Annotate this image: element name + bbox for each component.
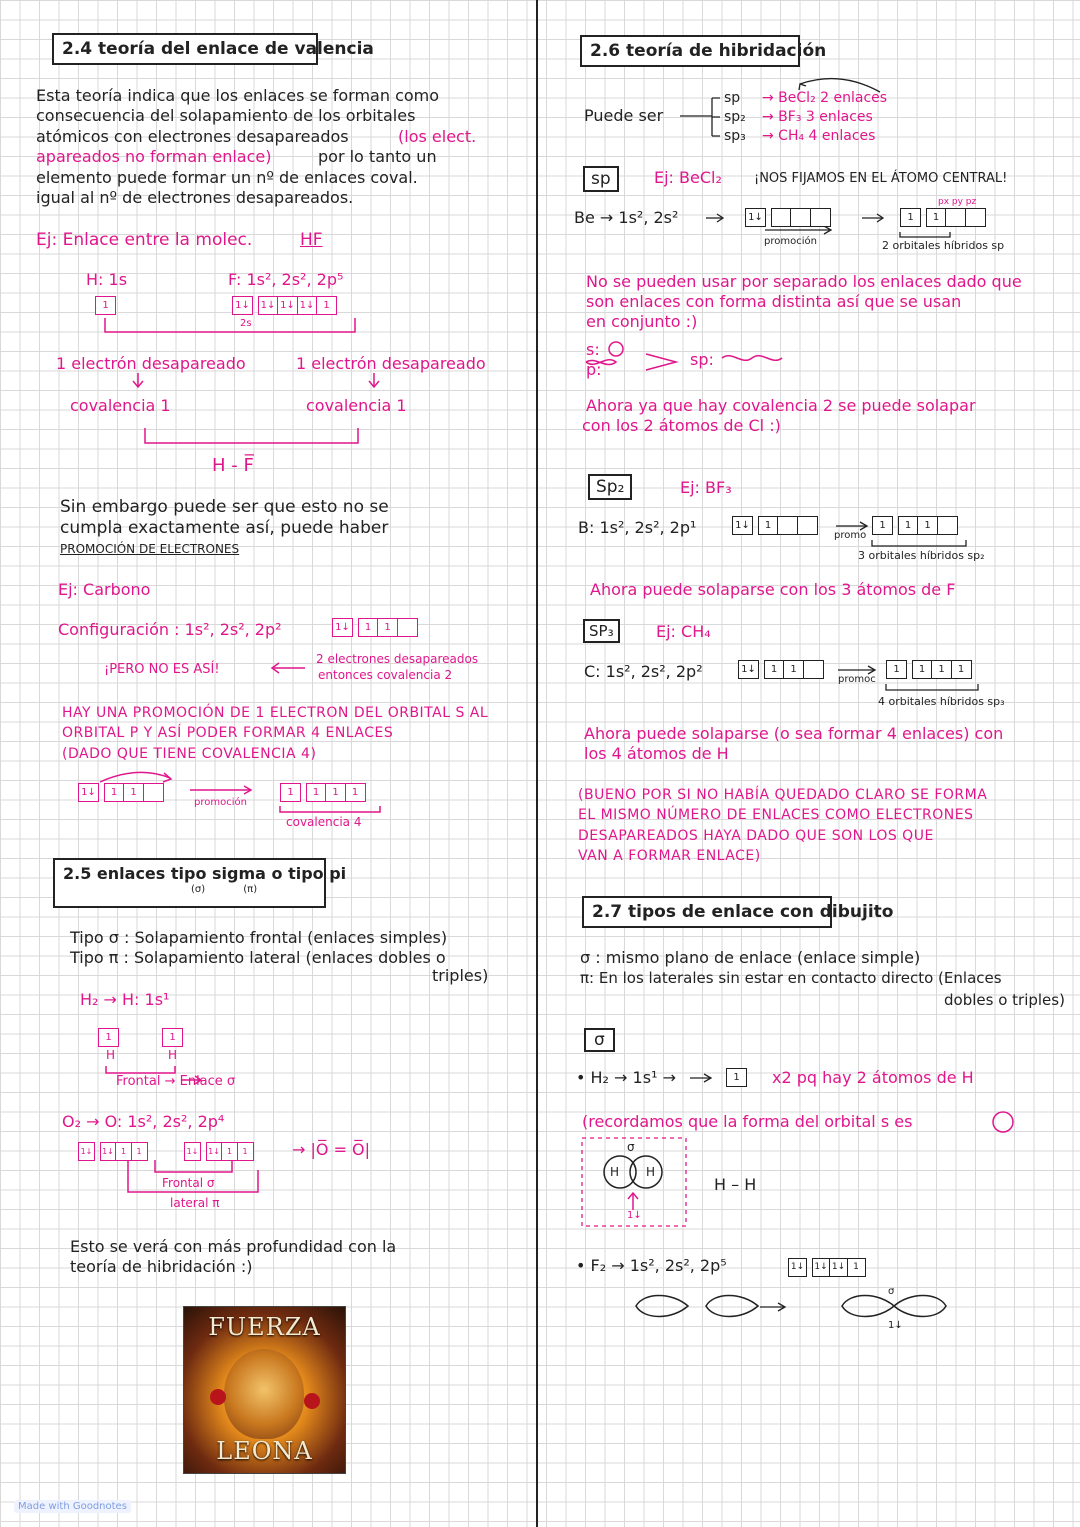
be-boxes-before: 1↓ bbox=[745, 208, 829, 227]
f2-line: • F₂ → 1s², 2s², 2p⁵ bbox=[576, 1256, 727, 1275]
c-config: Configuración : 1s², 2s², 2p² bbox=[58, 620, 282, 639]
h-label-b: H bbox=[168, 1048, 178, 1062]
sp2-box: Sp₂ bbox=[588, 474, 632, 500]
hf-bond: H - F̅ bbox=[212, 455, 254, 476]
b-promo: promo bbox=[834, 530, 867, 541]
ej-ch4: Ej: CH₄ bbox=[656, 622, 711, 641]
goodnotes-watermark: Made with Goodnotes bbox=[14, 1500, 131, 1513]
ahora-h-2: los 4 átomos de H bbox=[584, 744, 729, 763]
unpaired-2: 1 electrón desapareado bbox=[296, 354, 486, 373]
three-hybrid: 3 orbitales híbridos sp₂ bbox=[858, 549, 985, 562]
frontal-sigma-o2: Frontal σ bbox=[162, 1176, 215, 1190]
px-py-pz: px py pz bbox=[938, 197, 977, 207]
fijamos-note: ¡NOS FIJAMOS EN EL ÁTOMO CENTRAL! bbox=[754, 171, 1008, 186]
h2-box-a: 1 bbox=[98, 1028, 118, 1047]
c-promoc: promoc bbox=[838, 674, 876, 685]
hf-label: HF bbox=[300, 230, 323, 250]
sp3-box: SP₃ bbox=[583, 619, 620, 643]
c-before-boxes: 1↓ 1 1 bbox=[78, 783, 162, 802]
bueno-line-4: VAN A FORMAR ENLACE) bbox=[578, 848, 761, 864]
be-boxes-after: 1 1 bbox=[900, 208, 984, 227]
two-s-label: 2s bbox=[240, 318, 252, 329]
b-boxes-after: 1 1 1 bbox=[872, 516, 956, 535]
f2-electrons: 1↓ bbox=[888, 1320, 903, 1331]
hyb-sp2: sp₂ bbox=[724, 109, 746, 125]
h-h-bond: H – H bbox=[714, 1175, 757, 1194]
b-boxes-before: 1↓ 1 bbox=[732, 516, 816, 535]
h-atom-a: H bbox=[610, 1165, 620, 1179]
pi-def-2: dobles o triples) bbox=[944, 991, 1065, 1009]
f2-boxes: 1↓ 1↓ 1↓ 1 bbox=[788, 1258, 864, 1277]
h2-box-b: 1 bbox=[162, 1028, 182, 1047]
promo-title: PROMOCIÓN DE ELECTRONES bbox=[60, 542, 240, 556]
bueno-line-1: (BUENO POR SI NO HABÍA QUEDADO CLARO SE FORMA bbox=[578, 787, 988, 803]
ahora-h-1: Ahora puede solaparse (o sea formar 4 enlaces) con bbox=[584, 724, 1004, 743]
hay-line-1: HAY UNA PROMOCIÓN DE 1 ELECTRON DEL ORBITAL S AL bbox=[62, 705, 489, 721]
sigma-def: σ : mismo plano de enlace (enlace simple) bbox=[580, 948, 921, 967]
o2-boxes-a: 1↓ 1↓ 1 1 bbox=[78, 1142, 146, 1161]
covalence-4: covalencia 4 bbox=[286, 815, 362, 829]
overlap-electrons: 1↓ bbox=[627, 1210, 642, 1221]
poster-title-bottom: LEONA bbox=[216, 1437, 313, 1465]
p-shape-label: p: bbox=[586, 360, 602, 379]
no-line-2: son enlaces con forma distinta así que se usan bbox=[586, 292, 962, 311]
tipo-pi-2: triples) bbox=[432, 966, 489, 985]
ahora-line-1: Ahora ya que hay covalencia 2 se puede solapar bbox=[586, 396, 976, 415]
c-boxes-after-right: 1 1 1 1 bbox=[886, 660, 970, 679]
hyb-sp2-result: → BF₃ 3 enlaces bbox=[762, 109, 873, 125]
h2-line: • H₂ → 1s¹ → bbox=[576, 1068, 676, 1087]
hay-line-3: (DADO QUE TIENE COVALENCIA 4) bbox=[62, 746, 317, 762]
f2-sigma-label: σ bbox=[888, 1286, 895, 1297]
b-config: B: 1s², 2s², 2p¹ bbox=[578, 518, 697, 537]
sigma-box: σ bbox=[584, 1028, 615, 1052]
be-config: Be → 1s², 2s² bbox=[574, 208, 679, 227]
poster-title-top: FUERZA bbox=[208, 1313, 321, 1341]
para-line-1: Esta teoría indica que los enlaces se forman como bbox=[36, 86, 440, 105]
covalence-h: covalencia 1 bbox=[70, 396, 171, 415]
no-line-3: en conjunto :) bbox=[586, 312, 698, 331]
be-promotion: promoción bbox=[764, 236, 817, 247]
o2-config: O₂ → O: 1s², 2s², 2p⁴ bbox=[62, 1112, 225, 1131]
para-line-4b: por lo tanto un bbox=[318, 147, 437, 166]
vera-line-2: teoría de hibridación :) bbox=[70, 1257, 253, 1276]
f-orbital-boxes: 1↓ 1↓ 1↓ 1↓ 1 bbox=[232, 296, 336, 315]
tipo-sigma: Tipo σ : Solapamiento frontal (enlaces simples) bbox=[70, 928, 448, 947]
para-line-6: igual al nº de electrones desapareados. bbox=[36, 188, 354, 207]
but-line-2: cumpla exactamente así, puede haber bbox=[60, 518, 389, 538]
h-label-a: H bbox=[106, 1048, 116, 1062]
title-2-6: 2.6 teoría de hibridación bbox=[580, 35, 800, 67]
ej-becl2: Ej: BeCl₂ bbox=[654, 168, 722, 187]
ej-carbon: Ej: Carbono bbox=[58, 580, 151, 599]
para-line-5: elemento puede formar un nº de enlaces coval. bbox=[36, 168, 418, 187]
frontal-sigma: Frontal → Enlace σ bbox=[116, 1074, 236, 1089]
two-unpaired-1: 2 electrones desapareados bbox=[316, 652, 479, 666]
no-line-1: No se pueden usar por separado los enlaces dado que bbox=[586, 272, 1022, 291]
h-atom-b: H bbox=[646, 1165, 656, 1179]
promotion-label: promoción bbox=[194, 797, 247, 808]
c-boxes-before-right: 1↓ 1 1 bbox=[738, 660, 822, 679]
para-line-3: atómicos con electrones desapareados bbox=[36, 127, 349, 146]
ej-bf3: Ej: BF₃ bbox=[680, 478, 732, 497]
hyb-sp-result: → BeCl₂ 2 enlaces bbox=[762, 90, 888, 106]
para-line-3b: (los elect. bbox=[398, 127, 477, 146]
pi-def: π: En los laterales sin estar en contacto directo (Enlaces bbox=[580, 969, 1002, 987]
x2-note: x2 pq hay 2 átomos de H bbox=[772, 1068, 974, 1087]
bueno-line-2: EL MISMO NÚMERO DE ENLACES COMO ELECTRONES bbox=[578, 807, 974, 823]
c-config-right: C: 1s², 2s², 2p² bbox=[584, 662, 703, 681]
unpaired-1: 1 electrón desapareado bbox=[56, 354, 246, 373]
vera-line-1: Esto se verá con más profundidad con la bbox=[70, 1237, 397, 1256]
o2-boxes-b: 1↓ 1↓ 1 1 bbox=[184, 1142, 252, 1161]
sp-shape-label: sp: bbox=[690, 350, 714, 369]
h-orbital-box: 1 bbox=[95, 296, 115, 315]
but-line-1: Sin embargo puede ser que esto no se bbox=[60, 497, 389, 517]
c-orbital-boxes: 1↓ 1 1 bbox=[332, 618, 416, 637]
two-unpaired-2: entonces covalencia 2 bbox=[318, 668, 453, 682]
hyb-sp3: sp₃ bbox=[724, 128, 746, 144]
title-2-5-text: 2.5 enlaces tipo sigma o tipo pi bbox=[63, 864, 347, 883]
tipo-pi: Tipo π : Solapamiento lateral (enlaces dobles o bbox=[70, 948, 446, 967]
two-hybrid: 2 orbitales híbridos sp bbox=[882, 239, 1005, 252]
recordamos: (recordamos que la forma del orbital s es bbox=[582, 1112, 913, 1131]
h-config: H: 1s bbox=[86, 270, 128, 289]
bueno-line-3: DESAPAREADOS HAYA DADO QUE SON LOS QUE bbox=[578, 828, 934, 844]
h2-right-box: 1 bbox=[726, 1068, 746, 1087]
hyb-sp3-result: → CH₄ 4 enlaces bbox=[762, 128, 876, 144]
s-shape-label: s: bbox=[586, 340, 600, 359]
h2-config: H₂ → H: 1s¹ bbox=[80, 990, 170, 1009]
title-2-4: 2.4 teoría del enlace de valencia bbox=[52, 33, 318, 65]
ahora-f: Ahora puede solaparse con los 3 átomos de F bbox=[590, 580, 956, 599]
title-2-7: 2.7 tipos de enlace con dibujito bbox=[582, 896, 832, 928]
hyb-sp: sp bbox=[724, 90, 741, 106]
title-2-5-sub: (σ) (π) bbox=[191, 884, 258, 895]
hay-line-2: ORBITAL P Y ASÍ PODER FORMAR 4 ENLACES bbox=[62, 725, 394, 741]
ahora-line-2: con los 2 átomos de Cl :) bbox=[582, 416, 781, 435]
four-hybrid: 4 orbitales híbridos sp₃ bbox=[878, 695, 1005, 708]
f-config: F: 1s², 2s², 2p⁵ bbox=[228, 270, 344, 289]
sigma-h2-label: σ bbox=[627, 1140, 635, 1154]
lateral-pi-o2: lateral π bbox=[170, 1196, 220, 1210]
c-after-boxes: 1 1 1 1 bbox=[280, 783, 364, 802]
covalence-f: covalencia 1 bbox=[306, 396, 407, 415]
para-line-2: consecuencia del solapamiento de los orbitales bbox=[36, 106, 416, 125]
para-line-4: apareados no forman enlace) bbox=[36, 147, 272, 166]
o2-bond: → |O̅ = O̅| bbox=[292, 1140, 371, 1159]
ej-hf: Ej: Enlace entre la molec. bbox=[36, 230, 253, 250]
puede-ser: Puede ser bbox=[584, 106, 664, 125]
pero-no: ¡PERO NO ES ASÍ! bbox=[104, 662, 220, 677]
sp-box: sp bbox=[583, 166, 619, 192]
